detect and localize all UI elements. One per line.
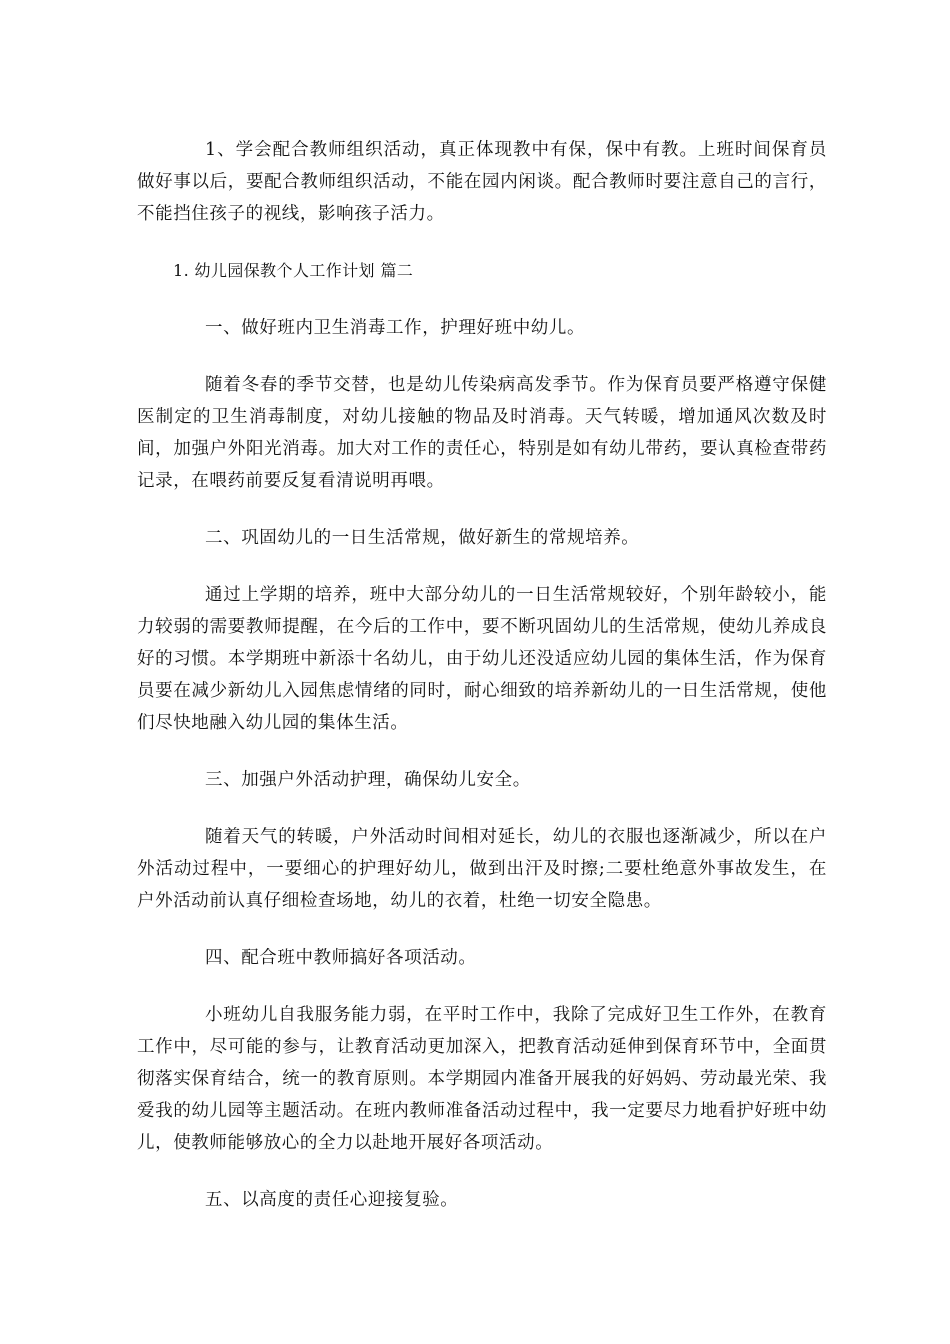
heading-four: 四、配合班中教师搞好各项活动。 <box>205 948 477 968</box>
heading-three: 三、加强户外活动护理，确保幼儿安全。 <box>205 770 531 790</box>
paragraph-two: 通过上学期的培养，班中大部分幼儿的一日生活常规较好，个别年龄较小，能力较弱的需要教师提醒，在今后的工作中，要不断巩固幼儿的生活常规，使幼儿养成良好的习惯。本学期班中新添十名幼儿，由于幼儿还没适应幼儿园的集体生活，作为保育员要在减少新幼儿入园焦虑情绪的同时，耐心细致的培养新幼儿的一日生活常规，使他们尽快地融入幼儿园的集体生活。 <box>137 585 827 733</box>
paragraph-four: 小班幼儿自我服务能力弱，在平时工作中，我除了完成好卫生工作外，在教育工作中，尽可能的参与，让教育活动更加深入，把教育活动延伸到保育环节中，全面贯彻落实保育结合，统一的教育原则。本学期园内准备开展我的好妈妈、劳动最光荣、我爱我的幼儿园等主题活动。在班内教师准备活动过程中，我一定要尽力地看护好班中幼儿，使教师能够放心的全力以赴地开展好各项活动。 <box>137 1005 827 1153</box>
heading-two: 二、巩固幼儿的一日生活常规，做好新生的常规培养。 <box>205 528 640 548</box>
document-body <box>137 134 827 1216</box>
heading-five: 五、以高度的责任心迎接复验。 <box>205 1190 459 1210</box>
section-subtitle: 1. 幼儿园保教个人工作计划 篇二 <box>173 261 414 280</box>
paragraph-one: 随着冬春的季节交替，也是幼儿传染病高发季节。作为保育员要严格遵守保健医制定的卫生消毒制度，对幼儿接触的物品及时消毒。天气转暖，增加通风次数及时间，加强户外阳光消毒。加大对工作的责任心，特别是如有幼儿带药，要认真检查带药记录，在喂药前要反复看清说明再喂。 <box>137 375 827 491</box>
heading-one: 一、做好班内卫生消毒工作，护理好班中幼儿。 <box>205 318 586 338</box>
paragraph-intro: 1、学会配合教师组织活动，真正体现教中有保，保中有教。上班时间保育员做好事以后，要配合教师组织活动，不能在园内闲谈。配合教师时要注意自己的言行，不能挡住孩子的视线，影响孩子活力。 <box>137 140 827 224</box>
paragraph-three: 随着天气的转暖，户外活动时间相对延长，幼儿的衣服也逐渐减少，所以在户外活动过程中，一要细心的护理好幼儿，做到出汗及时擦;二要杜绝意外事故发生，在户外活动前认真仔细检查场地，幼儿的衣着，杜绝一切安全隐患。 <box>137 827 827 911</box>
